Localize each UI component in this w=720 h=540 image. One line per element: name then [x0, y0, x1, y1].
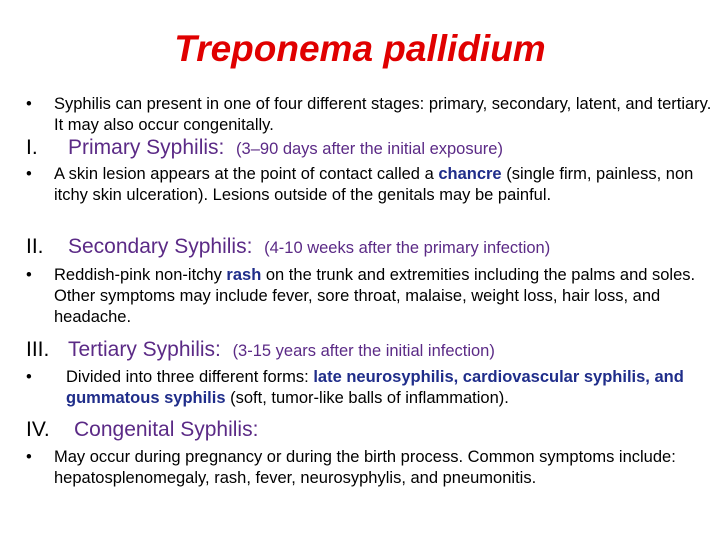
bullet-icon: • — [26, 165, 32, 183]
section-heading-tertiary — [26, 338, 495, 362]
section-text-before: Divided into three different forms: — [66, 368, 314, 386]
page-title: Treponema pallidium — [174, 28, 546, 69]
section-text-after: (soft, tumor-like balls of inflammation). — [225, 389, 509, 407]
section-heading-secondary — [26, 235, 550, 259]
section-name: Tertiary Syphilis: — [68, 338, 221, 361]
section-heading-congenital — [26, 418, 258, 442]
section-name: Congenital Syphilis: — [74, 418, 259, 441]
tertiary-bullet — [26, 367, 706, 409]
section-text-before: May occur during pregnancy or during the birth process. Common symptoms include: hepatosplenomegaly, rash, fever, neurosyphylis, and pneumonitis. — [54, 448, 676, 487]
highlight-term: late neurosyphilis, cardiovascular syphilis, and gummatous syphilis — [66, 368, 684, 407]
section-name: Primary Syphilis: — [68, 136, 225, 159]
section-text-after: (single firm, painless, non itchy skin ulceration). Lesions outside of the genitals may be painful. — [54, 165, 694, 204]
intro-text: Syphilis can present in one of four different stages: primary, secondary, latent, and tertiary. It may also occur congenitally. — [54, 95, 712, 134]
section-numeral: IV. — [26, 418, 50, 441]
bullet-icon: • — [26, 448, 32, 466]
intro-bullet — [26, 94, 720, 136]
section-timing: (4-10 weeks after the primary infection) — [264, 239, 551, 257]
section-numeral: III. — [26, 338, 50, 361]
section-text-after: on the trunk and extremities including the palms and soles. Other symptoms may include fever, sore throat, malaise, weight loss, hair loss, and headache. — [54, 266, 696, 326]
highlight-term: rash — [226, 266, 262, 284]
primary-bullet — [26, 164, 720, 206]
section-numeral: II. — [26, 235, 44, 258]
section-text-before: Reddish-pink non-itchy — [54, 266, 227, 284]
section-name: Secondary Syphilis: — [68, 235, 253, 258]
congenital-bullet — [26, 447, 720, 489]
section-timing: (3-15 years after the initial infection) — [232, 342, 495, 360]
bullet-icon: • — [26, 95, 32, 113]
section-numeral: I. — [26, 136, 38, 159]
secondary-bullet — [26, 265, 720, 328]
section-text-before: A skin lesion appears at the point of contact called a — [54, 165, 439, 183]
section-timing: (3–90 days after the initial exposure) — [236, 140, 503, 158]
bullet-icon: • — [26, 266, 32, 284]
highlight-term: chancre — [438, 165, 502, 183]
bullet-icon: • — [26, 368, 32, 386]
section-heading-primary — [26, 136, 503, 160]
